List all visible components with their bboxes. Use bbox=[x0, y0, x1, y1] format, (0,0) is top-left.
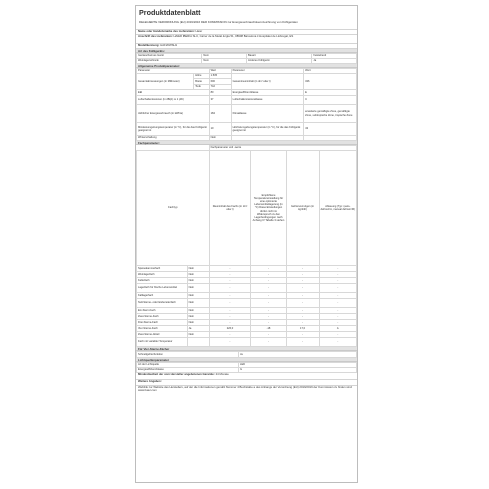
warranty-value: 24 Monate bbox=[215, 373, 229, 376]
cell: Bauart bbox=[246, 54, 311, 59]
cell: 37 bbox=[209, 96, 231, 105]
cell: Geräuscharmes Gerät bbox=[137, 54, 202, 59]
cell: - bbox=[209, 338, 251, 347]
table-row bbox=[137, 284, 357, 293]
appliance-type-table bbox=[136, 53, 357, 64]
cell: - bbox=[251, 266, 286, 272]
cell: - bbox=[286, 338, 319, 347]
cell: - bbox=[251, 272, 286, 278]
col-header: Parameter bbox=[137, 69, 210, 74]
model-value: HAF20WSH1 bbox=[160, 44, 178, 47]
cell: - bbox=[209, 308, 251, 314]
cell: EEI bbox=[137, 90, 210, 96]
group-header: Fachparameter und -werte bbox=[209, 146, 356, 151]
further-info-label: Weitere Angaben: bbox=[138, 380, 162, 383]
cell: - bbox=[286, 332, 319, 338]
cell: Ja bbox=[312, 59, 357, 64]
cell: - bbox=[251, 308, 286, 314]
cell: 17,0 bbox=[286, 326, 319, 332]
cell: Nein bbox=[202, 59, 247, 64]
col-header: Wert bbox=[304, 69, 357, 74]
light-source-heading: Lichtquellenparameter bbox=[136, 358, 357, 362]
cell: G bbox=[239, 368, 357, 373]
cell: Null-Sterne- oder Eisbereiterfach bbox=[137, 299, 188, 308]
cell: - bbox=[319, 320, 356, 326]
table-row bbox=[137, 299, 357, 308]
col-header: Gefriervermögen (in kg/24h) bbox=[286, 151, 319, 266]
col-header: Rauminhalt des Fachs (in dm³ oder l) bbox=[209, 151, 251, 266]
cell: LED bbox=[239, 363, 357, 368]
cell bbox=[304, 136, 357, 141]
general-parameters-table bbox=[136, 68, 357, 141]
cell: Winterschaltung bbox=[137, 136, 210, 141]
volume-label: Gesamtrauminhalt (in dm³ oder l) bbox=[231, 74, 304, 90]
cell: Luftschallemissionsklasse bbox=[231, 96, 304, 105]
cell: 742 bbox=[209, 85, 231, 90]
cell: - bbox=[209, 293, 251, 299]
cell: Nein bbox=[187, 278, 209, 284]
supplier-name-label: Name oder Handelsmarke des Lieferanten: bbox=[138, 30, 195, 33]
cell: Nein bbox=[202, 54, 247, 59]
cell bbox=[187, 338, 209, 347]
cell: -18 bbox=[251, 326, 286, 332]
cell: Nein bbox=[209, 136, 231, 141]
cell: - bbox=[319, 299, 356, 308]
cell: Nein bbox=[187, 272, 209, 278]
cell: - bbox=[251, 338, 286, 347]
cell: - bbox=[251, 293, 286, 299]
volume-value: 326 bbox=[304, 74, 357, 90]
col-header: Wert bbox=[209, 69, 231, 74]
cell: Zwei-Sterne-Abteil bbox=[137, 332, 188, 338]
regulation-intro: DELEGIERTE VERORDNUNG (EU) 2019/2016 DER KOMMISSION zur Energieverbrauchskennzeichnung von Kühlgeräten bbox=[136, 21, 357, 30]
cell: E bbox=[304, 90, 357, 96]
cell: - bbox=[319, 314, 356, 320]
cell: - bbox=[286, 320, 319, 326]
cell: Lagerfach für frische Lebensmittel bbox=[137, 284, 188, 293]
cell: Jährlicher Energieverbrauch (in kWh/a) bbox=[137, 105, 210, 123]
cell: - bbox=[209, 332, 251, 338]
cell: Weinlagerfach bbox=[137, 272, 188, 278]
cell: - bbox=[251, 299, 286, 308]
cell: Nein bbox=[187, 266, 209, 272]
cell: Nein bbox=[187, 308, 209, 314]
cell: 226,0 bbox=[209, 326, 251, 332]
cell: - bbox=[251, 314, 286, 320]
cell: - bbox=[251, 284, 286, 293]
cell: - bbox=[209, 272, 251, 278]
cell: - bbox=[319, 308, 356, 314]
general-parameters-heading: Allgemeine Produktparameter: bbox=[136, 64, 357, 68]
cell: - bbox=[319, 278, 356, 284]
cell: A bbox=[319, 326, 356, 332]
cell: - bbox=[319, 293, 356, 299]
cell: - bbox=[286, 284, 319, 293]
cell: Klimaklasse bbox=[231, 105, 304, 123]
cell: Ja bbox=[187, 326, 209, 332]
cell: - bbox=[319, 338, 356, 347]
cell: Nein bbox=[187, 314, 209, 320]
cell: Tiefe bbox=[194, 85, 209, 90]
cell: - bbox=[251, 320, 286, 326]
cell: Speisekammerfach bbox=[137, 266, 188, 272]
col-header: Empfohlene Temperatureinstellung für eine optimierte Lebensmittellagerung (in °C) Diese Einstellungen dürfen nicht im Widerspruch zu den Lagerbedingungen nach Anhang IV Tabelle 3 stehen bbox=[251, 151, 286, 266]
cell: Kaltlagerfach bbox=[137, 293, 188, 299]
cell: Weinlagerschrank bbox=[137, 59, 202, 64]
cell: Schnellgefrierfunktion bbox=[137, 352, 239, 358]
cell: Mindestumgebungstemperatur (in °C), für die das Kühlgerät geeignet ist bbox=[137, 123, 210, 136]
supplier-address-label: Anschrift des Lieferanten: bbox=[138, 35, 173, 38]
cell: 80 bbox=[209, 90, 231, 96]
cell: 1.535 bbox=[209, 74, 231, 79]
cell: - bbox=[319, 332, 356, 338]
cell: - bbox=[319, 272, 356, 278]
col-header: Parameter bbox=[231, 69, 304, 74]
cell: Ja bbox=[239, 352, 357, 358]
cell: 600 bbox=[209, 79, 231, 85]
cell: - bbox=[209, 266, 251, 272]
cell: freistehend bbox=[312, 54, 357, 59]
cell bbox=[231, 136, 304, 141]
cell: - bbox=[286, 299, 319, 308]
cell: Nein bbox=[187, 284, 209, 293]
col-header: Fachtyp bbox=[137, 151, 210, 266]
cell: - bbox=[286, 278, 319, 284]
cell: Nein bbox=[187, 332, 209, 338]
cell: - bbox=[209, 278, 251, 284]
cell: Art der Lichtquelle bbox=[137, 363, 239, 368]
dimensions-label: Gesamtabmessungen (in Millimeter) bbox=[137, 74, 194, 90]
cell: - bbox=[209, 314, 251, 320]
cell: Fach mit variabler Temperatur bbox=[137, 338, 188, 347]
cell: 43 bbox=[304, 123, 357, 136]
four-star-heading: Für Vier-Sterne-Fächer bbox=[136, 347, 357, 351]
cell: C bbox=[304, 96, 357, 105]
cell: - bbox=[209, 320, 251, 326]
product-datasheet bbox=[135, 5, 358, 483]
cell: Nein bbox=[187, 293, 209, 299]
warranty-row bbox=[136, 373, 357, 380]
cell: Energieeffizienzklasse bbox=[137, 368, 239, 373]
cell: Vier-Sterne-Fach bbox=[137, 326, 188, 332]
cell: Drei-Sterne-Fach bbox=[137, 320, 188, 326]
cell: - bbox=[286, 266, 319, 272]
compartment-parameters-heading: Fachparameter: bbox=[136, 141, 357, 145]
table-row bbox=[137, 338, 357, 347]
cell: - bbox=[286, 293, 319, 299]
light-source-table bbox=[136, 362, 357, 373]
four-star-table bbox=[136, 351, 357, 358]
cell: Breite bbox=[194, 79, 209, 85]
cell: Kellerfach bbox=[137, 278, 188, 284]
supplier-address-row bbox=[136, 35, 357, 44]
cell: Nein bbox=[187, 320, 209, 326]
cell: Energieeffizienzklasse bbox=[231, 90, 304, 96]
cell: Ein-Stern-Fach bbox=[137, 308, 188, 314]
cell: Zwei-Sterne-Fach bbox=[137, 314, 188, 320]
appliance-type-heading: Art des Kühlgeräts: bbox=[136, 49, 357, 53]
supplier-name-value: Haier bbox=[195, 30, 203, 33]
cell: - bbox=[319, 284, 356, 293]
cell: 10 bbox=[209, 123, 231, 136]
cell: Höhe bbox=[194, 74, 209, 79]
model-label: Modellkennung: bbox=[138, 44, 160, 47]
cell: - bbox=[209, 284, 251, 293]
cell: - bbox=[251, 332, 286, 338]
cell: - bbox=[286, 314, 319, 320]
supplier-address-value: HAIER IBERIA SLU, Carrer de la Metal·lurgia 51, 08908 Barcelona L'Hospitalet de Llobregat, ES bbox=[173, 35, 294, 38]
cell: erweiterte gemäßigte Zone, gemäßigte Zone, subtropische Zone, tropische Zone bbox=[304, 105, 357, 123]
cell: - bbox=[286, 308, 319, 314]
cell: - bbox=[286, 272, 319, 278]
cell: Luftschallemissionen (in dB(A) re 1 pW) bbox=[137, 96, 210, 105]
col-header: Abtauung (Typ: (auto-defrost=A, manual defrost=M) bbox=[319, 151, 356, 266]
cell: - bbox=[319, 266, 356, 272]
further-info-text: Weblink zur Website des Herstellers, auf der die Informationen gemäß Nummer 4 Buchstabe a des Anhangs der Verordnung (EU) 2019/2019 der Kommission zu finden sind: www.haier.com bbox=[138, 386, 353, 393]
cell: Anderes Kühlgerät bbox=[246, 59, 311, 64]
cell: Höchstumgebungstemperatur (in °C), für die das Kühlgerät geeignet ist bbox=[231, 123, 304, 136]
cell: - bbox=[251, 278, 286, 284]
cell: Nein bbox=[187, 299, 209, 308]
warranty-label: Mindestlaufzeit der vom Hersteller angebotenen Garantie: bbox=[138, 373, 215, 376]
cell: - bbox=[209, 299, 251, 308]
page-title: Produktdatenblatt bbox=[139, 8, 201, 17]
compartment-table bbox=[136, 145, 357, 347]
cell: 184 bbox=[209, 105, 231, 123]
